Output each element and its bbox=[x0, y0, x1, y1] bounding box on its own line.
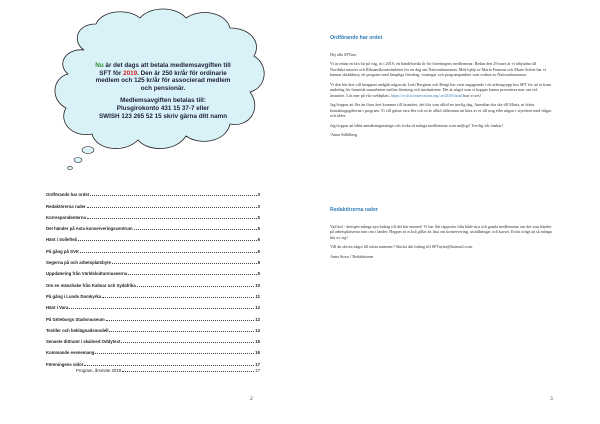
paragraph: Vi den här året vill knappast undgått någon att Lotti Bergsten och Bengt har varit engagerade i ett arbetsgrupp hos SFT för att ta fram underlag för framtida samarbeten mellan förening och institutioner. Det är något som vi hoppas kunna presentera mer om vid årsmötet. Läs mer på vår webbplats: https://e.sfticonservation.org/.se/2019.html hon vi ses! bbox=[330, 81, 551, 98]
page-number-right: 3 bbox=[550, 396, 553, 402]
table-of-contents bbox=[46, 186, 260, 373]
callout-line-7: SWISH 123 265 52 15 skriv gärna ditt namn bbox=[98, 112, 228, 120]
greeting: Hej alla SFTare, bbox=[330, 51, 357, 57]
article-heading: Ordförande har ordet bbox=[330, 35, 383, 41]
toc-row[interactable]: Hänt i Sollefteå 6 bbox=[46, 237, 260, 243]
paragraph: Vad kul - återigen många nya bidrag till det här numret! Vi har fått rapporter från både nya och gamla medlemmar om det som händer på arbetsplatserna runt om i landet. Hoppas ni också gillar att läsa om konservering, utställningar och kurser. Extra roligt att så många hör av sig! bbox=[330, 223, 552, 240]
toc-row[interactable]: På Göteborgs Stadsmuseum 12 bbox=[46, 316, 260, 322]
toc-row[interactable]: Om en mässhake från Kalmar och Sydafrika 10 bbox=[46, 282, 260, 288]
paragraph: Vi är redan en bra bit på väg, in i 2019, ett händelserikt år för föreningens medlemmar. Redan den 29 mars är vi inbjudna till Nordiska museet och Riksantikvarieämbetet för en dag om Nationalmuseum. Med hjälp av Maria Franzon och Marie Schön har vi kunnat skräddarsy ett program med lämpliga föredrag, visningar och programpunkter som ordnas av Nationalmuseum. bbox=[330, 61, 547, 77]
toc-row[interactable]: Det händer på Asta konserveringscentrum 5 bbox=[46, 226, 260, 232]
article-heading: Redaktörerna rader bbox=[330, 207, 378, 213]
paragraph: Vill du skriva något till nästa nummer? Skicka ditt bidrag till SFTnytta@hotmail.com. bbox=[330, 244, 473, 249]
web-link[interactable]: https://e.sfticonservation.org/.se/2019.html bbox=[391, 92, 463, 98]
toc-row[interactable]: Korrespondenterna 5 bbox=[46, 214, 260, 220]
callout-line-2: SFT för 2019. Den är 250 kr/år för ordinarie bbox=[99, 69, 227, 77]
page-number-left: 2 bbox=[250, 396, 253, 402]
toc-row[interactable]: Segerna på och arbetsplatsbyte 8 bbox=[46, 260, 260, 266]
toc-row[interactable]: Kommande evenemang 16 bbox=[46, 350, 260, 356]
toc-row[interactable]: På gång på SVK 6 bbox=[46, 248, 260, 254]
signature: /Anna Ståhlberg bbox=[330, 132, 357, 137]
membership-fee-callout bbox=[78, 62, 248, 120]
toc-row[interactable]: Hänt i Vara 12 bbox=[46, 305, 260, 311]
toc-row[interactable]: Senaste dittramt i skalmed Oddytext 15 bbox=[46, 339, 260, 345]
callout-line-6: Plusgirokonto 431 15 37-7 eller bbox=[116, 104, 210, 112]
toc-row[interactable]: Föreningens sidor 17 bbox=[46, 361, 260, 367]
toc-row[interactable]: Ordförande har ordet 3 bbox=[46, 192, 260, 198]
callout-line-1: Nu är det dags att betala medlemsavgiften till bbox=[95, 62, 231, 69]
article-editors bbox=[330, 208, 552, 263]
callout-line-4: och pensionär. bbox=[140, 84, 186, 92]
paragraph: Jag hoppas att båda anmälningsmänga och locka så många medlemmar som möjligt! Trevlig vår önskar! bbox=[330, 122, 503, 128]
toc-subrow[interactable]: Program, årsmöte 2019 17 bbox=[76, 367, 260, 373]
toc-row[interactable]: Uppdatering från Världskulturmuseerna 9 bbox=[46, 271, 260, 277]
callout-line-3: medlem och 125 kr/år för associerad medlem bbox=[95, 77, 231, 85]
toc-row[interactable]: Textiler och beklägnadsmodell 13 bbox=[46, 327, 260, 333]
callout-line-5: Medlemsavgiften betalas till: bbox=[120, 97, 206, 105]
toc-row[interactable]: Redaktörerna rader 3 bbox=[46, 203, 260, 209]
article-chairman bbox=[330, 36, 552, 142]
paragraph: Jag hoppas att fler än förra året kommer till årsmötet, det blir som alltid en trevlig dag. Anmälan ska ske till Märta, ni hittar kontaktuppgifterna i program. Vi vill gärna vara fler och ni är alltid välkomna att höra av er till mig eller någon i styrelsen med frågor och idéer. bbox=[330, 102, 552, 118]
signature: Anna Stoos / Redaktionen bbox=[330, 253, 374, 259]
toc-row[interactable]: På gång i Lunds Domkyrka 11 bbox=[46, 293, 260, 299]
